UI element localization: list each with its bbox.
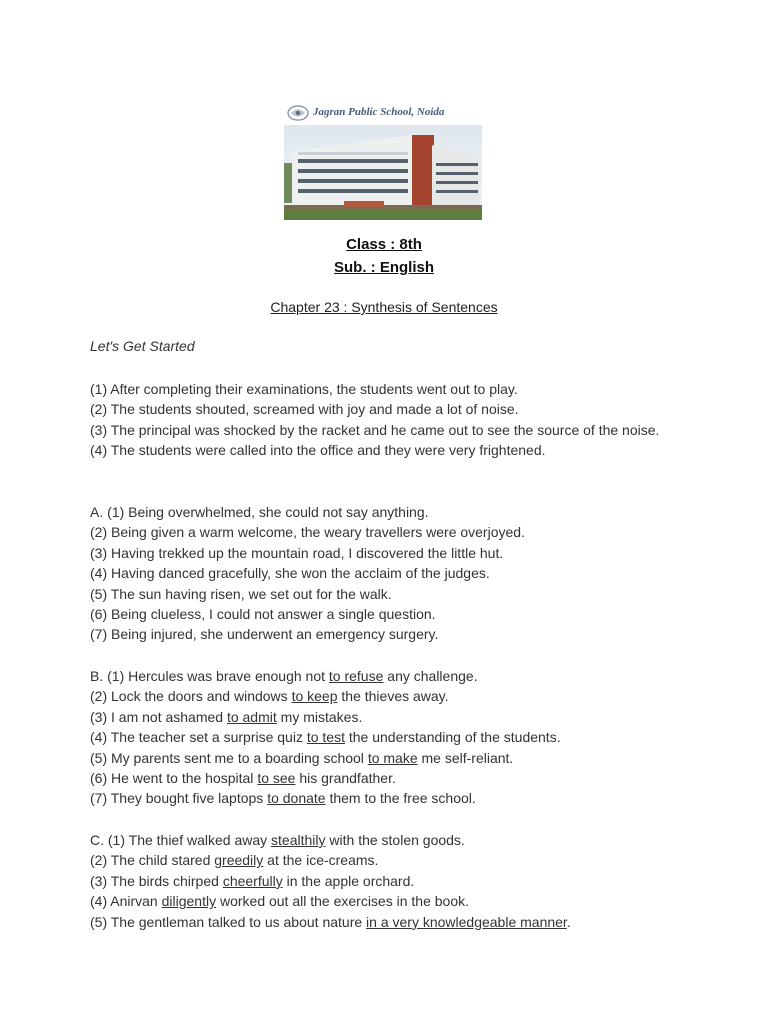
sentence-text: any challenge. — [383, 668, 478, 684]
underlined-phrase: to make — [367, 749, 418, 766]
sentence-line — [90, 850, 680, 870]
underlined-phrase: to keep — [291, 688, 338, 705]
sentence-line: (7) Being injured, she underwent an emergency surgery. — [90, 626, 439, 643]
chapter-title — [0, 299, 768, 315]
sentence-text: (2) Lock the doors and windows — [90, 688, 292, 705]
sentence-line — [90, 727, 680, 747]
underlined-phrase: to see — [257, 770, 296, 787]
sentence-line: (3) Having trekked up the mountain road, I discovered the little hut. — [90, 544, 504, 561]
sentence-text: (6) He went to the hospital — [90, 770, 258, 787]
sentence-line — [90, 666, 680, 686]
sentence-line: (4) The students were called into the office and they were very frightened. — [90, 442, 546, 459]
sentence-text: (7) They bought five laptops — [90, 790, 268, 807]
sentence-line: A. (1) Being overwhelmed, she could not say anything. — [90, 504, 429, 520]
sentence-line: (3) The principal was shocked by the racket and he came out to see the source of the noise. — [90, 421, 660, 438]
section-c-sentences — [90, 830, 680, 932]
underlined-phrase: greedily — [214, 852, 264, 869]
sentence-text: (4) The teacher set a surprise quiz — [90, 729, 307, 746]
sentence-line — [90, 871, 680, 891]
sentence-text: B. (1) Hercules was brave enough not — [90, 668, 329, 684]
sentence-text: (2) The child stared — [90, 852, 215, 869]
underlined-phrase: to donate — [267, 790, 326, 807]
sentence-text: (5) My parents sent me to a boarding school — [90, 749, 368, 766]
sentence-line — [90, 748, 680, 768]
sentence-text: my mistakes. — [276, 708, 363, 725]
sentence-text: . — [566, 913, 571, 930]
sentence-line — [90, 686, 680, 706]
sentence-text: (5) The gentleman talked to us about nature — [90, 913, 367, 930]
underlined-phrase: diligently — [161, 893, 217, 910]
sentence-text: (3) I am not ashamed — [90, 708, 227, 725]
school-name: Jagran Public School, Noida — [313, 106, 445, 118]
sentence-text: worked out all the exercises in the book. — [216, 893, 469, 910]
sentence-line — [90, 768, 680, 788]
sentence-text: (3) The birds chirped — [90, 872, 223, 889]
sentence-text: the thieves away. — [337, 688, 449, 705]
sentence-line — [90, 830, 680, 850]
sentence-line: (1) After completing their examinations, the students went out to play. — [90, 381, 518, 397]
sentence-line: (2) Being given a warm welcome, the weary travellers were overjoyed. — [90, 524, 525, 541]
sentence-text: (4) Anirvan — [90, 893, 162, 910]
sentence-line: (5) The sun having risen, we set out for the walk. — [90, 585, 392, 602]
sentence-text: C. (1) The thief walked away — [90, 832, 272, 848]
school-building-photo — [284, 125, 482, 220]
subject-title: Sub. : English — [334, 259, 434, 276]
sentence-text: them to the free school. — [325, 790, 476, 807]
school-header-image — [284, 103, 482, 220]
sentence-line: (2) The students shouted, screamed with joy and made a lot of noise. — [90, 401, 519, 418]
intro-heading: Let's Get Started — [90, 338, 195, 354]
sentence-line — [90, 891, 680, 911]
underlined-phrase: to refuse — [328, 668, 384, 684]
underlined-phrase: to admit — [226, 708, 277, 725]
underlined-phrase: to test — [306, 729, 345, 746]
section-b-sentences — [90, 666, 680, 809]
sentence-line — [90, 707, 680, 727]
sentence-line: (4) Having danced gracefully, she won the acclaim of the judges. — [90, 565, 490, 582]
underlined-phrase: in a very knowledgeable manner — [366, 913, 567, 930]
warmup-sentences — [90, 379, 680, 461]
school-emblem-icon — [287, 105, 309, 121]
sentence-line — [90, 912, 680, 932]
sentence-line — [90, 788, 680, 808]
section-a-sentences — [90, 502, 680, 645]
chapter-title-text: Chapter 23 : Synthesis of Sentences — [270, 299, 498, 315]
sentence-text: in the apple orchard. — [282, 872, 415, 889]
underlined-phrase: cheerfully — [222, 872, 283, 889]
sentence-text: his grandfather. — [295, 770, 396, 787]
sentence-text: at the ice-creams. — [263, 852, 379, 869]
sentence-line: (6) Being clueless, I could not answer a single question. — [90, 606, 436, 623]
underlined-phrase: stealthily — [271, 832, 326, 848]
school-banner — [284, 103, 482, 126]
sentence-text: with the stolen goods. — [325, 832, 465, 848]
sentence-text: the understanding of the students. — [344, 729, 561, 746]
sentence-text: me self-reliant. — [417, 749, 514, 766]
class-title: Class : 8th — [346, 236, 422, 253]
